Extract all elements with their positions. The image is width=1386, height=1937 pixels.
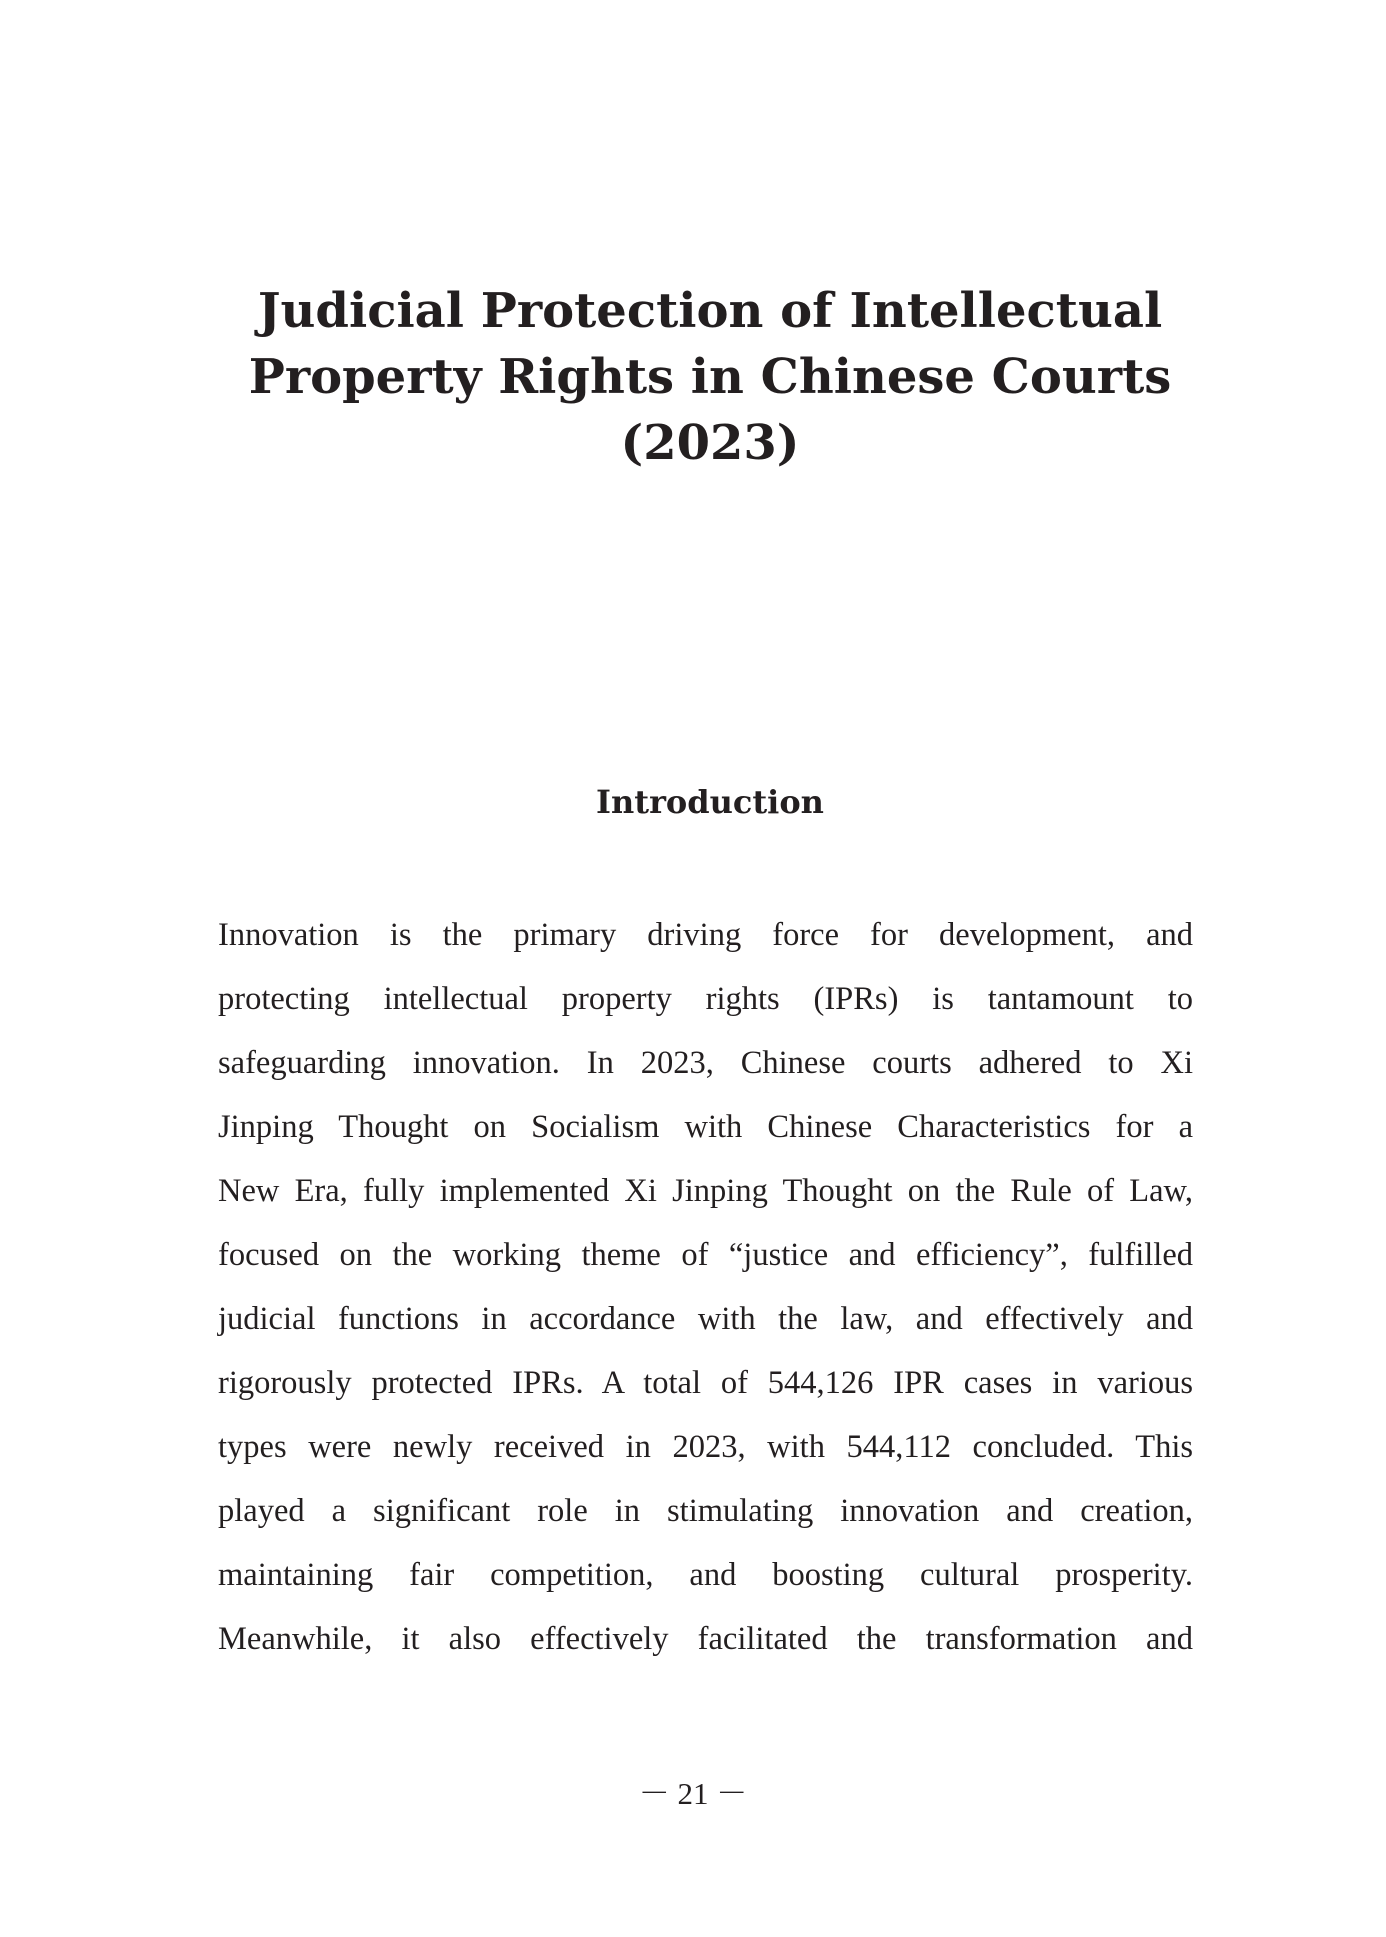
body-line: judicial functions in accordance with the law, and effectively and (218, 1301, 1193, 1337)
body-line: safeguarding innovation. In 2023, Chinese courts adhered to Xi (218, 1045, 1193, 1081)
body-line: types were newly received in 2023, with 544,112 concluded. This (218, 1429, 1193, 1465)
body-line: Innovation is the primary driving force for development, and (218, 917, 1193, 953)
body-line: focused on the working theme of “justice and efficiency”, fulfilled (218, 1237, 1193, 1273)
document-title-line-3: (2023) (620, 415, 800, 471)
body-line: Jinping Thought on Socialism with Chinese Characteristics for a (218, 1109, 1193, 1145)
body-line: played a significant role in stimulating innovation and creation, (218, 1493, 1193, 1529)
body-line: New Era, fully implemented Xi Jinping Thought on the Rule of Law, (218, 1173, 1193, 1209)
body-line: maintaining fair competition, and boosting cultural prosperity. (218, 1557, 1193, 1593)
section-heading-introduction: Introduction (596, 783, 824, 821)
body-line: protecting intellectual property rights (IPRs) is tantamount to (218, 981, 1193, 1017)
body-line: rigorously protected IPRs. A total of 544,126 IPR cases in various (218, 1365, 1193, 1401)
document-title-line-2: Property Rights in Chinese Courts (248, 349, 1172, 405)
document-title-line-1: Judicial Protection of Intellectual (257, 283, 1163, 339)
body-line: Meanwhile, it also effectively facilitated the transformation and (218, 1621, 1193, 1657)
page-number: － 21 － (638, 1776, 748, 1811)
